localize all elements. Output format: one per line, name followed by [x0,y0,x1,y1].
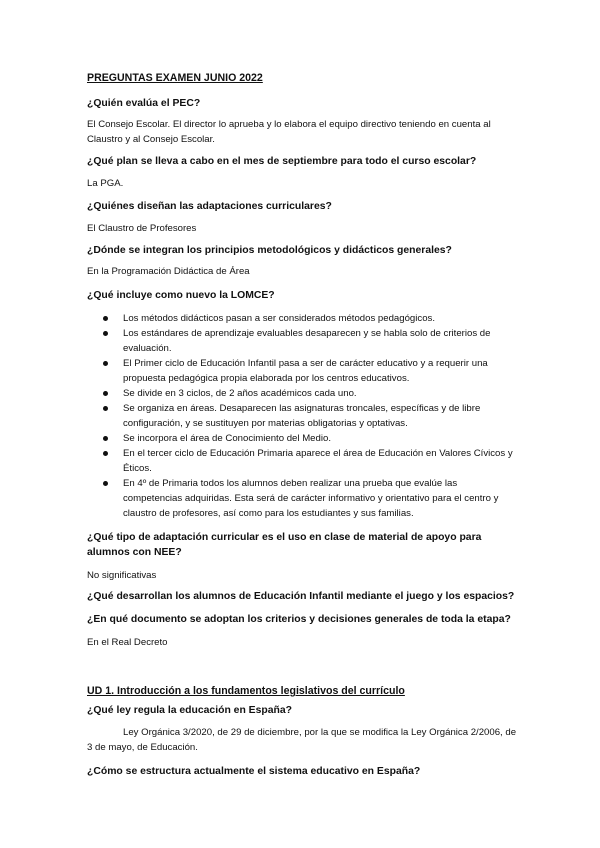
bullet-icon [103,316,108,321]
question-nee-material: ¿Qué tipo de adaptación curricular es el uso en clase de material de apoyo para alumnos con NEE? [87,532,482,558]
list-item [87,446,517,476]
answer-september-plan: La PGA. [87,178,124,189]
list-item [87,311,517,326]
bullet-icon [103,451,108,456]
answer-methodological-principles: En la Programación Didáctica de Área [87,266,250,277]
list-item-text: Se organiza en áreas. Desaparecen las asignaturas troncales, específicas y de libre configuración, y se sustituyen por materias obligatorias y optativas. [123,403,481,429]
list-item-text: Se incorpora el área de Conocimiento del Medio. [123,433,331,444]
list-item-text: En 4º de Primaria todos los alumnos deben realizar una prueba que evalúe las competencias adquiridas. Esta será de carácter informativo y orientativo para el centro y claustro de profesores, así como para los estudiantes y sus familias. [123,478,499,519]
list-item [87,401,517,431]
list-item [87,356,517,386]
answer-pec: El Consejo Escolar. El director lo aprueba y lo elabora el equipo directivo teniendo en cuenta al Claustro y al Consejo Escolar. [87,119,491,145]
bullet-icon [103,436,108,441]
bullet-icon [103,406,108,411]
bullet-icon [103,481,108,486]
list-item-text: Los métodos didácticos pasan a ser considerados métodos pedagógicos. [123,313,435,324]
bullet-icon [103,331,108,336]
question-infant-play: ¿Qué desarrollan los alumnos de Educación Infantil mediante el juego y los espacios? [87,591,515,602]
unit-title: UD 1. Introducción a los fundamentos legislativos del currículo [87,685,405,697]
lomce-bullet-list [87,311,517,521]
question-september-plan: ¿Qué plan se lleva a cabo en el mes de septiembre para todo el curso escolar? [87,156,477,167]
list-item-text: Se divide en 3 ciclos, de 2 años académicos cada uno. [123,388,357,399]
question-stage-document: ¿En qué documento se adoptan los criterios y decisiones generales de toda la etapa? [87,614,511,625]
question-lomce: ¿Qué incluye como nuevo la LOMCE? [87,290,275,301]
answer-curricular-adaptations: El Claustro de Profesores [87,223,197,234]
answer-education-law: Ley Orgánica 3/2020, de 29 de diciembre, por la que se modifica la Ley Orgánica 2/2006, de 3 de mayo, de Educación. [87,727,517,753]
list-item [87,431,517,446]
question-methodological-principles: ¿Dónde se integran los principios metodológicos y didácticos generales? [87,245,452,256]
list-item [87,386,517,401]
bullet-icon [103,361,108,366]
list-item [87,476,517,521]
bullet-icon [103,391,108,396]
question-curricular-adaptations: ¿Quiénes diseñan las adaptaciones curriculares? [87,201,332,212]
document-title: PREGUNTAS EXAMEN JUNIO 2022 [87,72,263,84]
answer-stage-document: En el Real Decreto [87,637,168,648]
answer-nee-material: No significativas [87,570,157,581]
list-item-text: El Primer ciclo de Educación Infantil pasa a ser de carácter educativo y a requerir una propuesta pedagógica propia elaborada por los centros educativos. [123,358,488,384]
question-pec: ¿Quién evalúa el PEC? [87,98,201,109]
list-item-text: Los estándares de aprendizaje evaluables desaparecen y se habla solo de criterios de evaluación. [123,328,491,354]
question-system-structure: ¿Cómo se estructura actualmente el sistema educativo en España? [87,766,421,777]
question-education-law: ¿Qué ley regula la educación en España? [87,705,292,716]
list-item [87,326,517,356]
list-item-text: En el tercer ciclo de Educación Primaria aparece el área de Educación en Valores Cívicos y Éticos. [123,448,513,474]
